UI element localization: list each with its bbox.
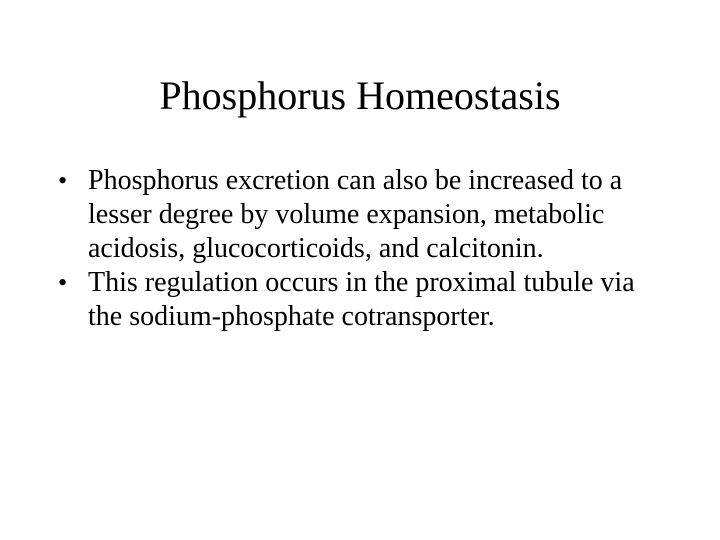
slide-title: Phosphorus Homeostasis — [159, 73, 561, 118]
bullet-list — [58, 164, 658, 334]
bullet-dot-icon: • — [58, 268, 68, 297]
bullet-item — [58, 164, 658, 266]
bullet-item — [58, 266, 658, 334]
bullet-text: Phosphorus excretion can also be increased to a lesser degree by volume expansion, metabolic acidosis, glucocorticoids, and calcitonin. — [88, 165, 623, 264]
bullet-text: This regulation occurs in the proximal tubule via the sodium-phosphate cotransporter. — [88, 267, 635, 332]
bullet-dot-icon: • — [58, 166, 68, 195]
